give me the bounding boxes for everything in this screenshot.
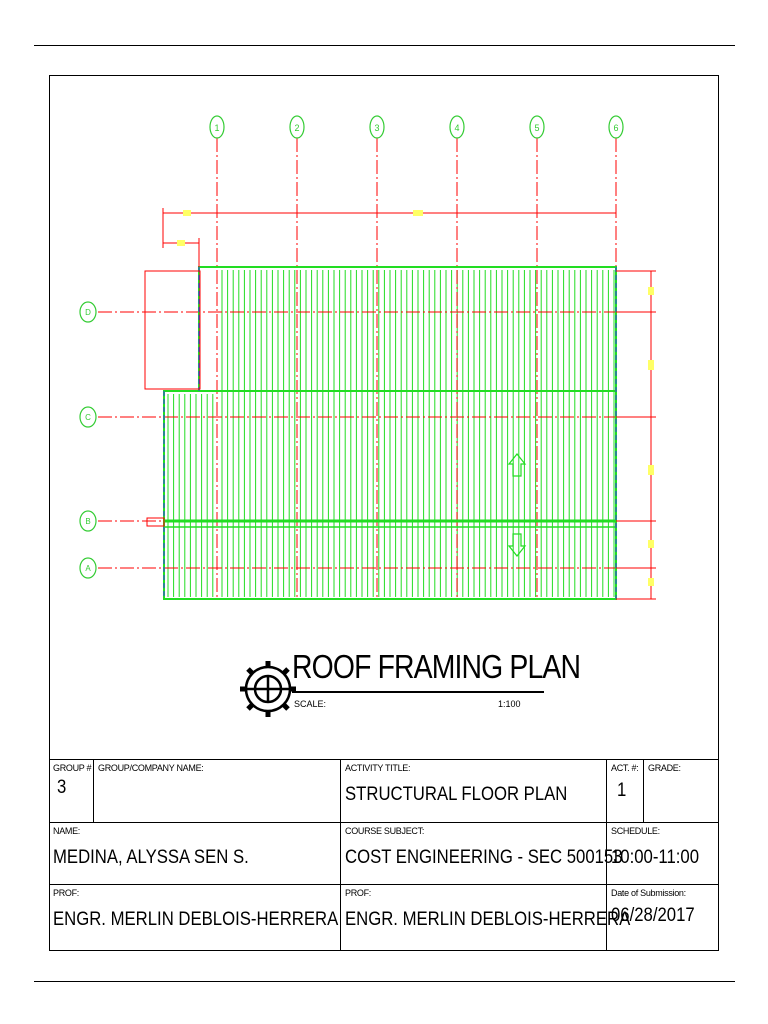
activity-title-cell <box>341 759 607 823</box>
group-number-value: 3 <box>57 777 67 798</box>
group-number-label: GROUP # <box>53 763 92 773</box>
submission-cell <box>607 885 719 951</box>
group-number-cell <box>49 759 94 823</box>
stair-opening-outline <box>145 271 200 389</box>
prof-value-2: ENGR. MERLIN DEBLOIS-HERRERA <box>345 909 631 930</box>
activity-title-value: STRUCTURAL FLOOR PLAN <box>345 784 568 805</box>
act-number-value: 1 <box>617 780 627 801</box>
grid-bubble-label-row-C: C <box>85 413 91 422</box>
act-number-label: ACT. #: <box>611 763 639 773</box>
prof-cell-1 <box>49 885 341 951</box>
name-value: MEDINA, ALYSSA SEN S. <box>53 847 249 868</box>
group-name-label: GROUP/COMPANY NAME: <box>98 763 204 773</box>
title-underline <box>292 691 544 693</box>
slope-arrow-down <box>509 534 525 556</box>
name-label: NAME: <box>53 826 81 836</box>
slope-arrow-up <box>509 454 525 476</box>
scale-value: 1:100 <box>498 699 521 709</box>
bottom-border-line <box>34 981 735 982</box>
act-number-cell <box>607 759 644 823</box>
schedule-cell <box>607 823 719 885</box>
schedule-value: 10:00-11:00 <box>611 847 700 868</box>
title-block <box>49 759 719 951</box>
prof-value-1: ENGR. MERLIN DEBLOIS-HERRERA <box>53 909 339 930</box>
name-cell <box>49 823 341 885</box>
submission-date-value: 06/28/2017 <box>611 905 695 926</box>
schedule-label: SCHEDULE: <box>611 826 660 836</box>
grid-bubble-label-col-3: 3 <box>374 123 380 133</box>
submission-label: Date of Submission: <box>611 888 686 898</box>
grid-bubble-label-row-B: B <box>85 517 91 526</box>
course-subject-value: COST ENGINEERING - SEC 500153 <box>345 847 623 868</box>
gear-logo <box>240 661 296 717</box>
grid-bubble-label-col-6: 6 <box>613 123 619 133</box>
grid-bubble-label-row-D: D <box>85 308 91 317</box>
course-subject-cell <box>341 823 623 885</box>
group-name-cell <box>94 759 341 823</box>
grid-bubble-label-col-2: 2 <box>294 123 300 133</box>
activity-title-label: ACTIVITY TITLE: <box>345 763 411 773</box>
grid-bubble-label-col-5: 5 <box>534 123 540 133</box>
drawing-title: ROOF FRAMING PLAN <box>292 648 581 685</box>
purlin-hatching <box>168 270 614 597</box>
grade-cell <box>644 759 719 823</box>
slope-arrows <box>509 454 525 556</box>
prof-label-2: PROF: <box>345 888 372 898</box>
grid-bubble-label-row-A: A <box>85 564 91 573</box>
prof-label-1: PROF: <box>53 888 80 898</box>
grid-lines <box>98 138 650 600</box>
course-subject-label: COURSE SUBJECT: <box>345 826 425 836</box>
grade-label: GRADE: <box>648 763 681 773</box>
prof-cell-2 <box>341 885 631 951</box>
grid-bubble-label-col-4: 4 <box>454 123 460 133</box>
scale-label: SCALE: <box>294 699 327 709</box>
grid-bubble-label-col-1: 1 <box>214 123 220 133</box>
